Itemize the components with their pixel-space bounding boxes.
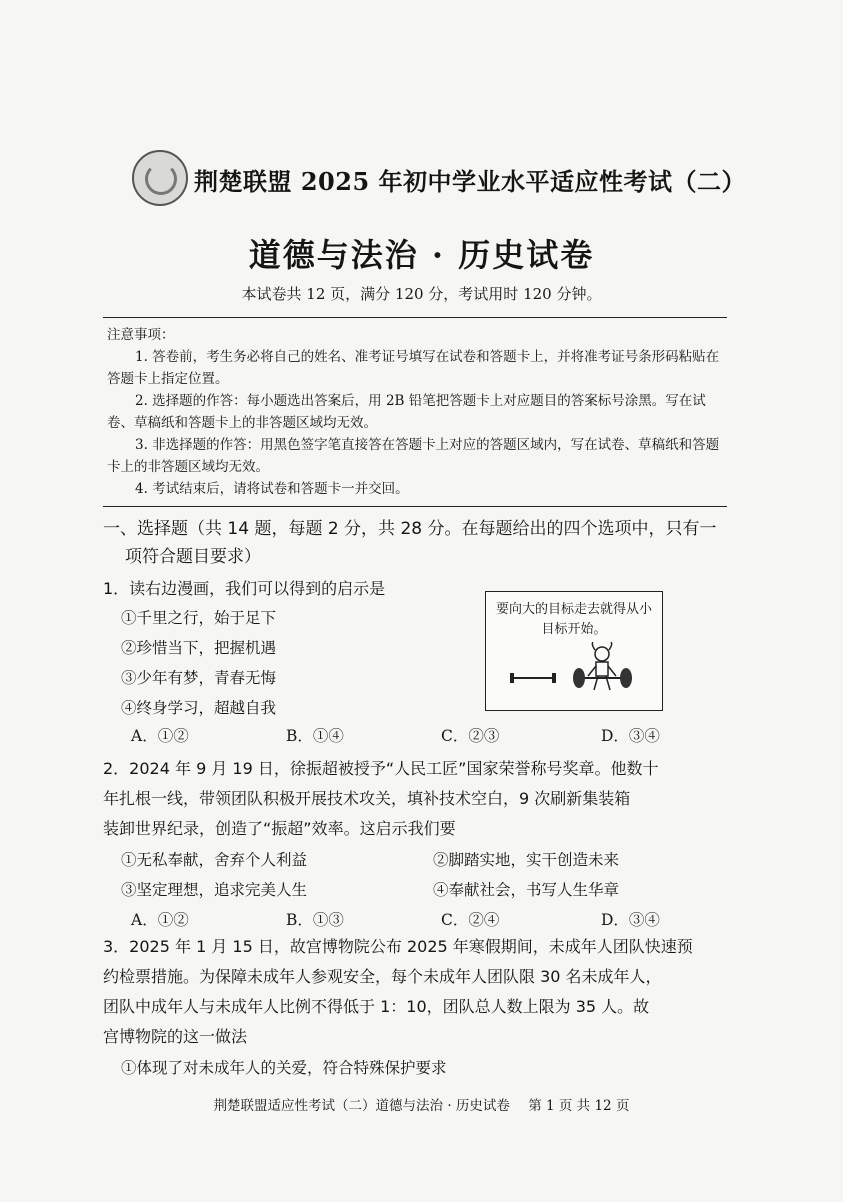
- page-footer: [0, 1094, 843, 1114]
- section-heading-line: 一、选择题（共 14 题，每题 2 分，共 28 分。在每题给出的四个选项中，只有一: [103, 519, 717, 539]
- notice-item: 4. 考试结束后，请将试卷和答题卡一并交回。: [135, 481, 409, 497]
- choice-a: A．①②: [131, 727, 189, 745]
- paper-info: 本试卷共 12 页，满分 120 分，考试用时 120 分钟。: [241, 285, 602, 303]
- section-heading: [103, 515, 719, 571]
- statement-item: ②脚踏实地，实干创造未来: [433, 851, 620, 869]
- question-stem-line: 装卸世界纪录，创造了“振超”效率。这启示我们要: [103, 819, 456, 838]
- question-stem-line: 2．2024 年 9 月 19 日，徐振超被授予“人民工匠”国家荣誉称号奖章。他数十: [103, 759, 659, 778]
- alliance-logo: [132, 150, 188, 206]
- choice-b: B．①④: [286, 727, 344, 745]
- footer-title: 荆楚联盟适应性考试（二）道德与法治 · 历史试卷: [213, 1098, 510, 1114]
- choice-a: A．①②: [131, 911, 189, 929]
- notice-item: 1. 答卷前，考生务必将自己的姓名、准考证号填写在试卷和答题卡上，并将准考证号条形码粘贴在答题卡上指定位置。: [107, 349, 720, 387]
- statement-row: [103, 874, 719, 904]
- notice-title: 注意事项：: [107, 327, 175, 343]
- choice-d: D．③④: [601, 727, 660, 745]
- paper-title: 道德与法治 · 历史试卷: [248, 236, 595, 274]
- logo-swirl-icon: [145, 163, 177, 195]
- question-stem-line: 年扎根一线，带领团队积极开展技术攻关，填补技术空白，9 次刷新集装箱: [103, 789, 631, 808]
- exam-title: 荆楚联盟 2025 年初中学业水平适应性考试（二）: [194, 167, 747, 196]
- statement-row: [103, 844, 719, 874]
- statement-item: ①千里之行，始于足下: [121, 609, 277, 627]
- choice-c: C．②④: [441, 911, 500, 929]
- cartoon-caption: 要向大的目标走去就得从小目标开始。: [495, 602, 652, 637]
- statement-item: ②珍惜当下，把握机遇: [121, 639, 277, 657]
- question-stem-line: 团队中成年人与未成年人比例不得低于 1：10，团队总人数上限为 35 人。故: [103, 997, 650, 1016]
- exam-header: [132, 150, 747, 220]
- notice-item: 2. 选择题的作答：每小题选出答案后，用 2B 铅笔把答题卡上对应题目的答案标号涂黑。写在试卷、草稿纸和答题卡上的非答题区域均无效。: [107, 393, 706, 431]
- choice-d: D．③④: [601, 911, 660, 929]
- question-3: [103, 932, 719, 1082]
- cartoon-image: [485, 591, 663, 711]
- question-2: [103, 754, 719, 934]
- question-stem-line: 3．2025 年 1 月 15 日，故宫博物院公布 2025 年寒假期间，未成年人团队快速预: [103, 937, 693, 956]
- question-stem: 1．读右边漫画，我们可以得到的启示是: [103, 579, 386, 598]
- statement-item: ①无私奉献，舍弃个人利益: [121, 851, 308, 869]
- section-heading-line: 项符合题目要求）: [125, 547, 261, 567]
- answer-choices: [103, 904, 719, 934]
- statement-item: ③坚定理想，追求完美人生: [121, 881, 308, 899]
- weightlifting-girl-illustration: [504, 642, 644, 700]
- choice-b: B．①③: [286, 911, 344, 929]
- notice-item: 3. 非选择题的作答：用黑色签字笔直接答在答题卡上对应的答题区域内，写在试卷、草稿纸和答题卡上的非答题区域均无效。: [107, 437, 720, 475]
- question-stem-line: 宫博物院的这一做法: [103, 1027, 248, 1046]
- statement-item: ①体现了对未成年人的关爱，符合特殊保护要求: [121, 1059, 447, 1077]
- choice-c: C．②③: [441, 727, 500, 745]
- page-number: 第 1 页 共 12 页: [528, 1098, 630, 1114]
- notice-box: [103, 317, 727, 507]
- question-stem-line: 约检票措施。为保障未成年人参观安全，每个未成年人团队限 30 名未成年人，: [103, 967, 662, 986]
- statement-item: ④奉献社会，书写人生华章: [433, 881, 620, 899]
- statement-row: [103, 1052, 719, 1082]
- statement-item: ③少年有梦，青春无悔: [121, 669, 277, 687]
- statement-item: ④终身学习，超越自我: [121, 699, 277, 717]
